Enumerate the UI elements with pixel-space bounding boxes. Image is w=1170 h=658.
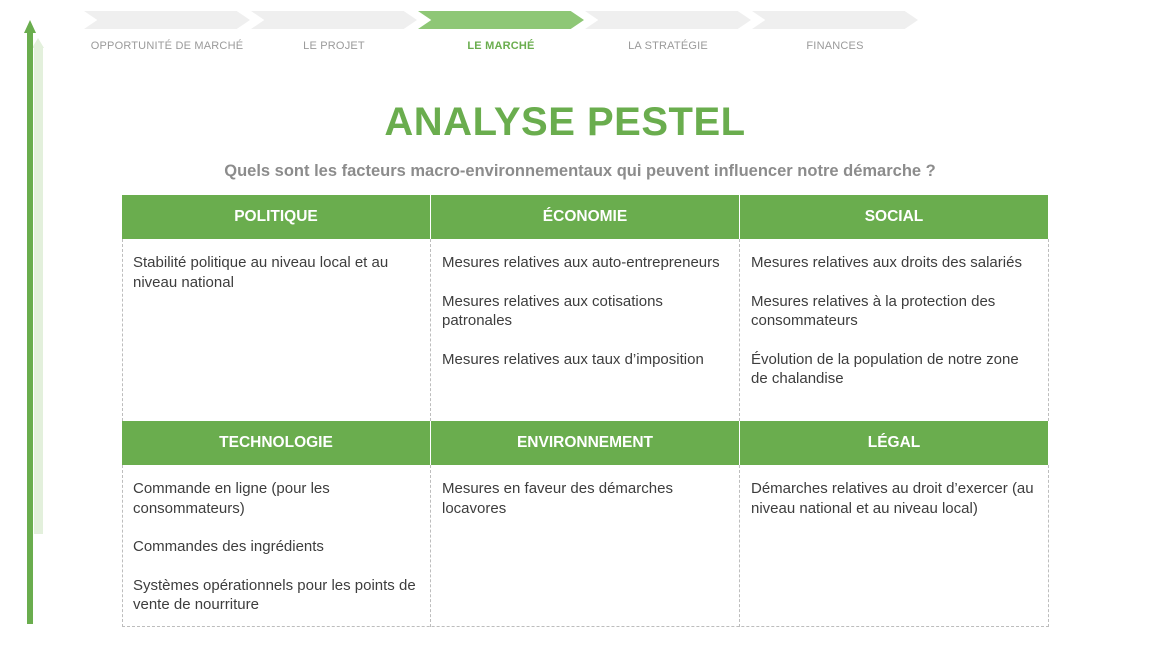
pestel-item: Mesures relatives aux auto-entrepreneurs: [442, 254, 720, 271]
progress-arrow-icon: [24, 20, 36, 33]
pestel-item: Commande en ligne (pour les consommateurs): [133, 480, 330, 517]
step-label: LE MARCHÉ: [467, 40, 535, 52]
step-label: OPPORTUNITÉ DE MARCHÉ: [90, 40, 244, 52]
chevron-icon: [418, 11, 584, 29]
grid-divider: [122, 239, 123, 421]
grid-divider: [430, 239, 431, 421]
pestel-item: Mesures en faveur des démarches locavores: [442, 480, 673, 517]
pestel-economie: [431, 195, 739, 388]
pestel-legal: [740, 421, 1048, 537]
grid-divider: [739, 465, 740, 627]
pestel-item: Stabilité politique au niveau local et au niveau national: [133, 254, 389, 291]
step-marche[interactable]: [418, 11, 588, 57]
chevron-icon: [585, 11, 751, 29]
grid-divider: [122, 465, 123, 627]
chevron-icon: [752, 11, 918, 29]
step-projet[interactable]: [251, 11, 421, 57]
pestel-header: ÉCONOMIE: [431, 195, 739, 239]
pestel-body: [431, 239, 739, 369]
pestel-item: Mesures relatives aux cotisations patronales: [442, 292, 663, 329]
pestel-politique: [122, 195, 430, 311]
grid-divider: [1048, 239, 1049, 421]
pestel-header: TECHNOLOGIE: [122, 421, 430, 465]
grid-divider: [430, 465, 431, 627]
pestel-item: Démarches relatives au droit d’exercer (au niveau national et au niveau local): [751, 480, 1034, 517]
pestel-item: Mesures relatives à la protection des consommateurs: [751, 292, 996, 329]
step-opportunite[interactable]: [84, 11, 254, 57]
pestel-item: Mesures relatives aux taux d’imposition: [442, 350, 704, 368]
grid-divider: [1048, 465, 1049, 627]
pestel-body: [122, 239, 430, 292]
pestel-item: Systèmes opérationnels pour les points de vente de nourriture: [133, 576, 416, 613]
pestel-body: [740, 239, 1048, 389]
step-label: LA STRATÉGIE: [628, 40, 708, 52]
pestel-body: [740, 465, 1048, 518]
progress-track-arrow: [32, 38, 44, 48]
pestel-header: SOCIAL: [740, 195, 1048, 239]
pestel-header: LÉGAL: [740, 421, 1048, 465]
step-label: FINANCES: [806, 40, 864, 52]
page-subtitle: Quels sont les facteurs macro-environnementaux qui peuvent influencer notre démarche ?: [224, 162, 936, 180]
step-strategie[interactable]: [585, 11, 755, 57]
pestel-social: [740, 195, 1048, 408]
pestel-item: Commandes des ingrédients: [133, 538, 324, 555]
pestel-item: Mesures relatives aux droits des salariés: [751, 254, 1022, 271]
pestel-body: [122, 465, 430, 615]
grid-divider: [739, 239, 740, 421]
pestel-header: ENVIRONNEMENT: [431, 421, 739, 465]
pestel-technologie: [122, 421, 430, 634]
pestel-item: Évolution de la population de notre zone de chalandise: [751, 350, 1019, 387]
step-navigation: [84, 11, 924, 57]
pestel-body: [431, 465, 739, 518]
step-finances[interactable]: [752, 11, 922, 57]
pestel-header: POLITIQUE: [122, 195, 430, 239]
step-label: LE PROJET: [303, 40, 365, 52]
page-title: ANALYSE PESTEL: [384, 100, 746, 144]
chevron-icon: [251, 11, 417, 29]
chevron-icon: [84, 11, 250, 29]
pestel-environnement: [431, 421, 739, 537]
pestel-grid: [122, 195, 1049, 627]
grid-divider: [122, 626, 1049, 627]
